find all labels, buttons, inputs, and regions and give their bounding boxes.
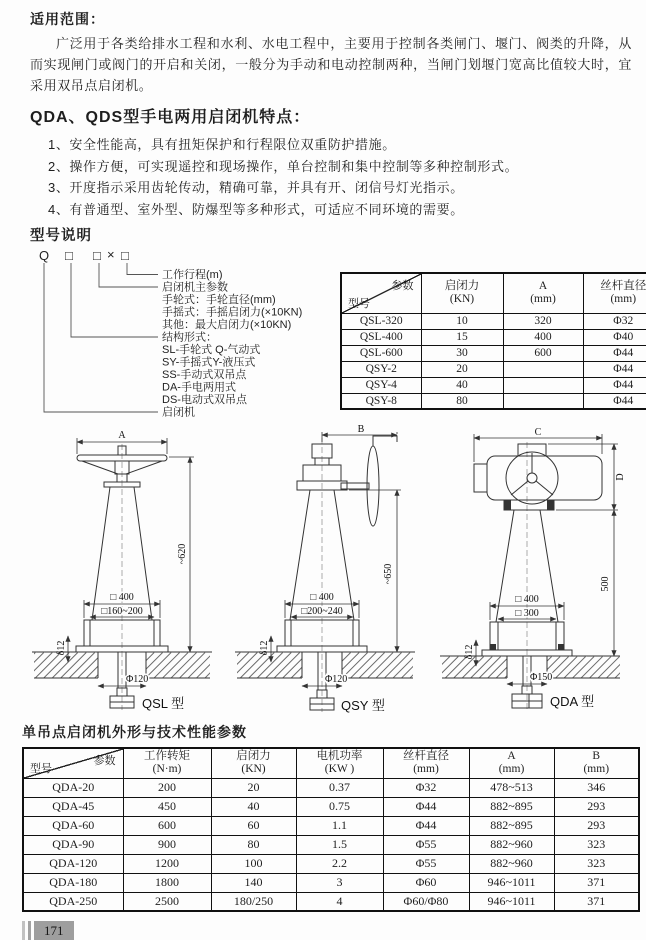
model-section xyxy=(22,246,646,422)
table-cell xyxy=(503,361,583,377)
performance-table xyxy=(22,747,640,912)
table-cell: QDA-20 xyxy=(23,778,123,797)
table-cell: 40 xyxy=(421,377,503,393)
dim-label-phi: Φ120 xyxy=(126,674,149,685)
table-cell: 20 xyxy=(421,361,503,377)
table-cell: Φ55 xyxy=(383,854,469,873)
table-cell: 320 xyxy=(503,313,583,329)
table-row xyxy=(23,835,639,854)
table-cell: QSL-600 xyxy=(341,345,421,361)
table-cell: Φ32 xyxy=(383,778,469,797)
table-row xyxy=(23,873,639,892)
table-cell xyxy=(503,377,583,393)
table-cell: 2500 xyxy=(123,892,211,911)
table-cell: 140 xyxy=(211,873,296,892)
model-label-da: DA-手电两用式 xyxy=(162,381,236,394)
table-cell: 946~1011 xyxy=(469,873,554,892)
table-cell: 371 xyxy=(554,873,639,892)
table-cell: QDA-120 xyxy=(23,854,123,873)
table-row xyxy=(23,797,639,816)
diagonal-header-cell xyxy=(341,273,421,313)
header-open-close-force: 启闭力 (KN) xyxy=(211,748,296,778)
table-cell: QDA-180 xyxy=(23,873,123,892)
performance-table-title: 单吊点启闭机外形与技术性能参数 xyxy=(22,724,247,740)
table-row xyxy=(341,329,646,345)
model-label-stroke: 工作行程(m) xyxy=(162,269,223,281)
table-cell: 882~960 xyxy=(469,835,554,854)
qda-drawing xyxy=(432,424,632,714)
dim-label-c: C xyxy=(534,427,542,438)
dim-label-phi: Φ120 xyxy=(325,674,348,685)
header-open-close-force: 启闭力 (KN) xyxy=(421,273,503,313)
table-cell: Φ32 xyxy=(583,313,646,329)
dim-label-d: D xyxy=(615,473,626,481)
footer-decorative-bar xyxy=(22,921,25,940)
header-screw-diameter: 丝杆直径 (mm) xyxy=(383,748,469,778)
scope-paragraph: 广泛用于各类给排水工程和水利、水电工程中，主要用于控制各类闸门、堰门、阀类的升降，从而实现闸门或阀门的开启和关闭，一般分为手动和电动控制两种，当闸门划堰门宽高比值较大时，宜采用双吊点启闭机。 xyxy=(30,36,632,93)
model-code-times: × xyxy=(107,247,115,262)
dim-label-phi: Φ150 xyxy=(530,672,553,683)
dim-label-thickness: δ12 xyxy=(259,640,270,656)
table-header-row xyxy=(341,273,646,313)
table-row xyxy=(23,778,639,797)
table-cell: 200 xyxy=(123,778,211,797)
table-cell: 30 xyxy=(421,345,503,361)
drawing-label-qsy: QSY 型 xyxy=(341,698,385,713)
table-cell: 946~1011 xyxy=(469,892,554,911)
table-cell: 1.1 xyxy=(296,816,383,835)
table-header-row xyxy=(23,748,639,778)
header-param: 参数 xyxy=(93,755,116,767)
model-label-hoist: 启闭机 xyxy=(162,406,195,419)
table-cell: 100 xyxy=(211,854,296,873)
connector-line xyxy=(99,263,158,287)
table-row xyxy=(341,345,646,361)
table-cell: 4 xyxy=(296,892,383,911)
page-footer xyxy=(22,921,638,940)
connector-line xyxy=(127,263,158,275)
model-code-box1: □ xyxy=(65,248,73,263)
model-label-ds: DS-电动式双吊点 xyxy=(162,394,247,406)
dim-label-height: ~650 xyxy=(383,563,394,585)
table-cell: Φ60/Φ80 xyxy=(383,892,469,911)
table-cell: 20 xyxy=(211,778,296,797)
table-cell: 900 xyxy=(123,835,211,854)
dim-label-thickness: δ12 xyxy=(56,640,67,656)
table-cell: 80 xyxy=(421,393,503,409)
model-designation-diagram xyxy=(30,246,340,422)
table-cell: Φ44 xyxy=(583,345,646,361)
table-cell: QDA-250 xyxy=(23,892,123,911)
table-row xyxy=(23,892,639,911)
table-cell: 882~895 xyxy=(469,816,554,835)
drawing-label-qda: QDA 型 xyxy=(550,694,595,709)
model-label-main-param: 启闭机主参数 xyxy=(162,281,228,294)
table-cell: 10 xyxy=(421,313,503,329)
header-screw-diameter: 丝杆直径 (mm) xyxy=(583,273,646,313)
table-row xyxy=(23,854,639,873)
table-cell: 15 xyxy=(421,329,503,345)
table-cell: 3 xyxy=(296,873,383,892)
table-row xyxy=(23,816,639,835)
dim-label-outer: □ 400 xyxy=(310,592,334,603)
table-cell: 2.2 xyxy=(296,854,383,873)
table-cell: 600 xyxy=(503,345,583,361)
table-cell: Φ44 xyxy=(583,361,646,377)
table-cell: 346 xyxy=(554,778,639,797)
dim-label-thickness: δ12 xyxy=(464,644,475,660)
table-cell: QSL-320 xyxy=(341,313,421,329)
table-cell: Φ55 xyxy=(383,835,469,854)
header-working-torque: 工作转矩 (N·m) xyxy=(123,748,211,778)
table-cell: Φ40 xyxy=(583,329,646,345)
header-dim-b: B (mm) xyxy=(554,748,639,778)
features-list xyxy=(22,134,638,220)
page-number-badge: 171 xyxy=(34,921,74,940)
features-heading: QDA、QDS型手电两用启闭机特点： xyxy=(30,109,311,126)
table-cell: 1800 xyxy=(123,873,211,892)
table-cell: QDA-60 xyxy=(23,816,123,835)
model-label-other: 其他：最大启闭力(×10KN) xyxy=(162,319,292,331)
header-motor-power: 电机功率 (KW ) xyxy=(296,748,383,778)
table-cell: 1.5 xyxy=(296,835,383,854)
footer-decorative-bar xyxy=(28,921,31,940)
header-dim-a: A (mm) xyxy=(469,748,554,778)
model-label-hand-crank: 手摇式：手摇启闭力(×10KN) xyxy=(162,306,303,319)
model-label-hand-wheel: 手轮式：手轮直径(mm) xyxy=(162,294,276,306)
dim-label-outer: □ 400 xyxy=(110,592,134,603)
dim-label-height: ~620 xyxy=(177,543,188,565)
table-cell: 1200 xyxy=(123,854,211,873)
model-designation-heading: 型号说明 xyxy=(30,228,92,244)
table-row xyxy=(341,361,646,377)
feature-item: 4、有普通型、室外型、防爆型等多种形式，可适应不同环境的需要。 xyxy=(48,201,464,217)
model-code-box2: □ xyxy=(93,248,101,263)
model-code-hoist-letter: Q xyxy=(39,248,50,263)
table-cell: 80 xyxy=(211,835,296,854)
table-cell: 600 xyxy=(123,816,211,835)
qsy-drawing xyxy=(227,424,427,714)
header-dim-a: A (mm) xyxy=(503,273,583,313)
feature-item: 2、操作方便，可实现遥控和现场操作，单台控制和集中控制等多种控制形式。 xyxy=(48,158,519,174)
qsl-drawing xyxy=(22,424,222,714)
table-cell: 60 xyxy=(211,816,296,835)
model-code-box3: □ xyxy=(121,248,129,263)
table-cell: QSY-2 xyxy=(341,361,421,377)
table-cell: 293 xyxy=(554,816,639,835)
table-cell: 450 xyxy=(123,797,211,816)
dim-label-a: A xyxy=(118,430,126,441)
table-cell: Φ44 xyxy=(383,797,469,816)
dim-label-b: B xyxy=(357,424,365,435)
feature-item: 1、安全性能高，具有扭矩保护和行程限位双重防护措施。 xyxy=(48,137,396,152)
table-row xyxy=(341,393,646,409)
table-cell: QSL-400 xyxy=(341,329,421,345)
feature-item: 3、开度指示采用齿轮传动，精确可靠，并具有开、闭信号灯光指示。 xyxy=(48,180,464,195)
table-cell: 882~960 xyxy=(469,854,554,873)
header-model: 型号 xyxy=(348,297,370,310)
header-param: 参数 xyxy=(391,280,414,292)
header-model: 型号 xyxy=(30,762,52,775)
table-cell: 882~895 xyxy=(469,797,554,816)
scope-heading: 适用范围： xyxy=(30,11,105,27)
dim-label-outer: □ 400 xyxy=(515,594,539,605)
dim-label-inner: □160~200 xyxy=(101,606,143,617)
model-label-sy: SY-手摇式Y-液压式 xyxy=(162,356,256,369)
table-cell: 323 xyxy=(554,854,639,873)
table-cell: Φ44 xyxy=(383,816,469,835)
table-cell: 180/250 xyxy=(211,892,296,911)
table-cell: QDA-90 xyxy=(23,835,123,854)
table-cell: QDA-45 xyxy=(23,797,123,816)
model-label-structure: 结构形式： xyxy=(162,331,217,344)
table-cell: 400 xyxy=(503,329,583,345)
table-cell: QSY-4 xyxy=(341,377,421,393)
table-cell: 0.37 xyxy=(296,778,383,797)
table-cell: Φ60 xyxy=(383,873,469,892)
table-cell: QSY-8 xyxy=(341,393,421,409)
table-cell: 323 xyxy=(554,835,639,854)
table-cell: 293 xyxy=(554,797,639,816)
table-cell: 478~513 xyxy=(469,778,554,797)
table-row xyxy=(341,313,646,329)
table-cell: 0.75 xyxy=(296,797,383,816)
dim-label-inner: □ 300 xyxy=(515,608,539,619)
connector-line xyxy=(44,263,158,412)
drawing-label-qsl: QSL 型 xyxy=(142,696,185,711)
dim-label-inner: □200~240 xyxy=(301,606,343,617)
qsl-qsy-spec-table xyxy=(340,272,646,410)
technical-drawings xyxy=(22,424,638,714)
table-row xyxy=(341,377,646,393)
dim-label-height: 500 xyxy=(600,576,611,592)
table-cell: 371 xyxy=(554,892,639,911)
table-cell: Φ44 xyxy=(583,377,646,393)
diagonal-header-cell xyxy=(23,748,123,778)
table-cell: 40 xyxy=(211,797,296,816)
model-label-sl: SL-手轮式 Q-气动式 xyxy=(162,344,261,356)
table-cell xyxy=(503,393,583,409)
table-cell: Φ44 xyxy=(583,393,646,409)
model-label-ss: SS-手动式双吊点 xyxy=(162,369,247,381)
